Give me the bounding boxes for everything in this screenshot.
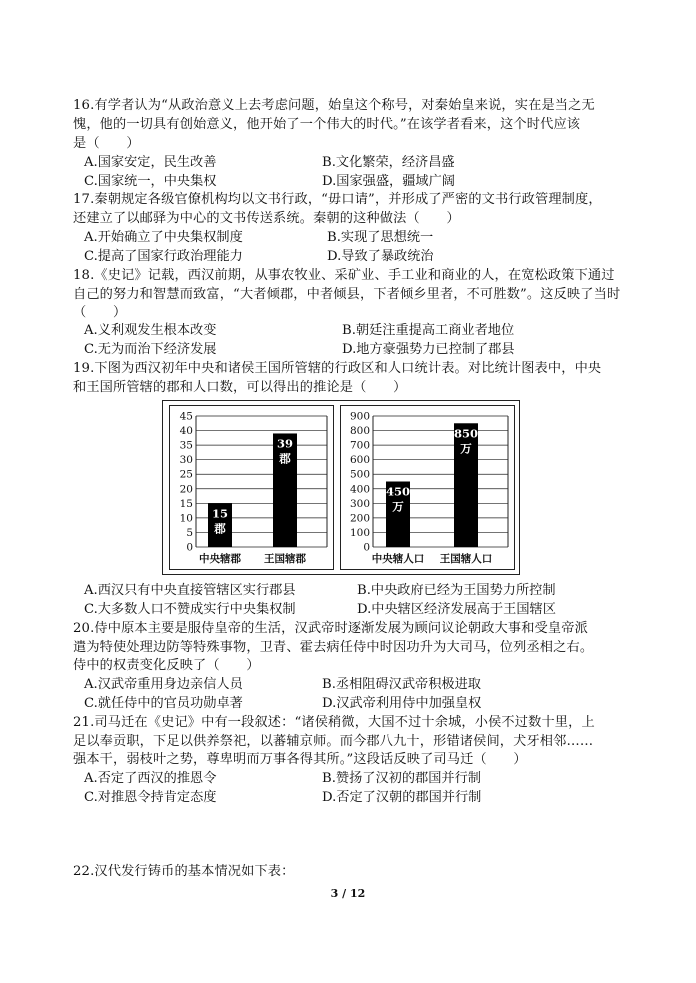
q16-option-d[interactable]: D.国家强盛，疆域广阔 [322,174,455,189]
q19-option-b[interactable]: B.中央政府已经为王国势力所控制 [357,583,556,598]
q17-option-c[interactable]: C.提高了国家行政治理能力 [84,249,243,264]
q17-option-d[interactable]: D.导致了暴政统治 [327,249,434,264]
y-tick-label: 35 [179,439,193,452]
q21-option-c[interactable]: C.对推恩令持肯定态度 [84,790,217,805]
bar-data-label: 450 [385,484,411,499]
x-category-label: 中央辖郡 [199,553,241,565]
x-category-label: 中央辖人口 [371,553,425,565]
q19-option-a[interactable]: A.西汉只有中央直接管辖区实行郡县 [84,583,296,598]
y-tick-label: 0 [186,541,193,554]
statistics-chart-frame [162,400,520,575]
counties-bar-chart [169,405,334,570]
q18-option-c[interactable]: C.无为而治下经济发展 [84,342,217,357]
q18-option-b[interactable]: B.朝廷注重提高工商业者地位 [342,323,515,338]
population-bar-chart [340,405,515,570]
q16-line-3: 是（ ） [73,136,140,151]
q17-option-b[interactable]: B.实现了思想统一 [327,230,434,245]
q16-option-a[interactable]: A.国家安定，民生改善 [84,155,217,170]
q22-line-1: 22.汉代发行铸币的基本情况如下表： [73,864,295,879]
q20-option-c[interactable]: C.就任侍中的官员功勋卓著 [84,696,243,711]
y-tick-label: 600 [349,454,370,467]
q21-option-b[interactable]: B.赞扬了汉初的郡国并行制 [322,771,481,786]
q21-line-1: 21.司马迁在《史记》中有一段叙述：“诸侯稍微，大国不过十余城，小侯不过数十里，上 [73,715,595,730]
q18-line-1: 18.《史记》记载，西汉前期，从事农牧业、采矿业、手工业和商业的人，在宽松政策下通过 [73,268,615,283]
y-tick-label: 500 [349,468,370,481]
y-tick-label: 15 [179,497,193,510]
y-tick-label: 45 [179,410,193,423]
q16-line-1: 16.有学者认为“从政治意义上去考虑问题，始皇这个称号，对秦始皇来说，实在是当之无 [73,98,595,113]
y-tick-label: 300 [349,497,370,510]
y-tick-label: 200 [349,512,370,525]
y-tick-label: 100 [349,526,370,539]
bar-data-label: 万 [460,441,472,456]
q18-line-3: （ ） [73,305,127,320]
y-tick-label: 900 [349,410,370,423]
bar-data-label: 850 [453,426,479,441]
y-tick-label: 700 [349,439,370,452]
q20-option-d[interactable]: D.汉武帝利用侍中加强皇权 [322,696,482,711]
q19-option-d[interactable]: D.中央辖区经济发展高于王国辖区 [357,602,556,617]
q16-option-b[interactable]: B.文化繁荣，经济昌盛 [322,155,455,170]
y-tick-label: 40 [179,425,193,438]
q20-option-b[interactable]: B.丞相阻碍汉武帝积极进取 [322,677,481,692]
y-tick-label: 800 [349,425,370,438]
q17-option-a[interactable]: A.开始确立了中央集权制度 [84,230,243,245]
y-tick-label: 20 [179,483,193,496]
q21-option-a[interactable]: A.否定了西汉的推恩令 [84,771,217,786]
q20-line-1: 20.侍中原本主要是服侍皇帝的生活，汉武帝时逐渐发展为顾问议论朝政大事和受皇帝派 [73,621,588,636]
y-tick-label: 5 [186,526,193,539]
q18-option-a[interactable]: A.义利观发生根本改变 [84,323,217,338]
q21-line-2: 足以奉贡职，下足以供养祭祀，以蕃辅京师。而今郡八九十，形错诸侯间，犬牙相邻…… [73,734,594,749]
y-tick-label: 30 [179,454,193,467]
bar-data-label: 郡 [279,451,291,466]
y-tick-label: 25 [179,468,193,481]
x-category-label: 王国辖人口 [439,553,493,565]
q19-option-c[interactable]: C.大多数人口不赞成实行中央集权制 [84,602,296,617]
q19-line-1: 19.下图为西汉初年中央和诸侯王国所管辖的行政区和人口统计表。对比统计图表中，中央 [73,361,602,376]
x-category-label: 王国辖郡 [264,553,306,565]
q21-line-3: 强本干，弱枝叶之势，尊卑明而万事各得其所。”这段话反映了司马迁（ ） [73,752,527,767]
bar-data-label: 39 [276,436,294,451]
bar-data-label: 郡 [214,521,226,536]
q17-line-2: 还建立了以邮驿为中心的文书传送系统。秦朝的这种做法（ ） [73,211,460,226]
q20-option-a[interactable]: A.汉武帝重用身边亲信人员 [84,677,243,692]
bar-data-label: 万 [392,499,404,514]
y-tick-label: 400 [349,483,370,496]
bar-data-label: 15 [211,506,229,521]
q16-line-2: 愧，他的一切具有创始意义，他开始了一个伟大的时代。”在该学者看来，这个时代应该 [73,117,581,132]
q18-option-d[interactable]: D.地方豪强势力已控制了郡县 [342,342,515,357]
q20-line-2: 遣为特使处理边防等特殊事物，卫青、霍去病任侍中时因功升为大司马，位列丞相之右。 [73,640,594,655]
q16-option-c[interactable]: C.国家统一，中央集权 [84,174,217,189]
q20-line-3: 侍中的权责变化反映了（ ） [73,658,260,673]
y-tick-label: 10 [179,512,193,525]
q21-option-d[interactable]: D.否定了汉朝的郡国并行制 [322,790,482,805]
q17-line-1: 17.秦朝规定各级官僚机构均以文书行政，“毋口请”，并形成了严密的文书行政管理制度， [73,192,602,207]
q19-line-2: 和王国所管辖的郡和人口数，可以得出的推论是（ ） [73,380,407,395]
page-number: 3 / 12 [330,887,366,900]
q18-line-2: 自己的努力和智慧而致富，“大者倾郡，中者倾县，下者倾乡里者，不可胜数”。这反映了当时 [73,287,621,302]
y-tick-label: 0 [363,541,370,554]
